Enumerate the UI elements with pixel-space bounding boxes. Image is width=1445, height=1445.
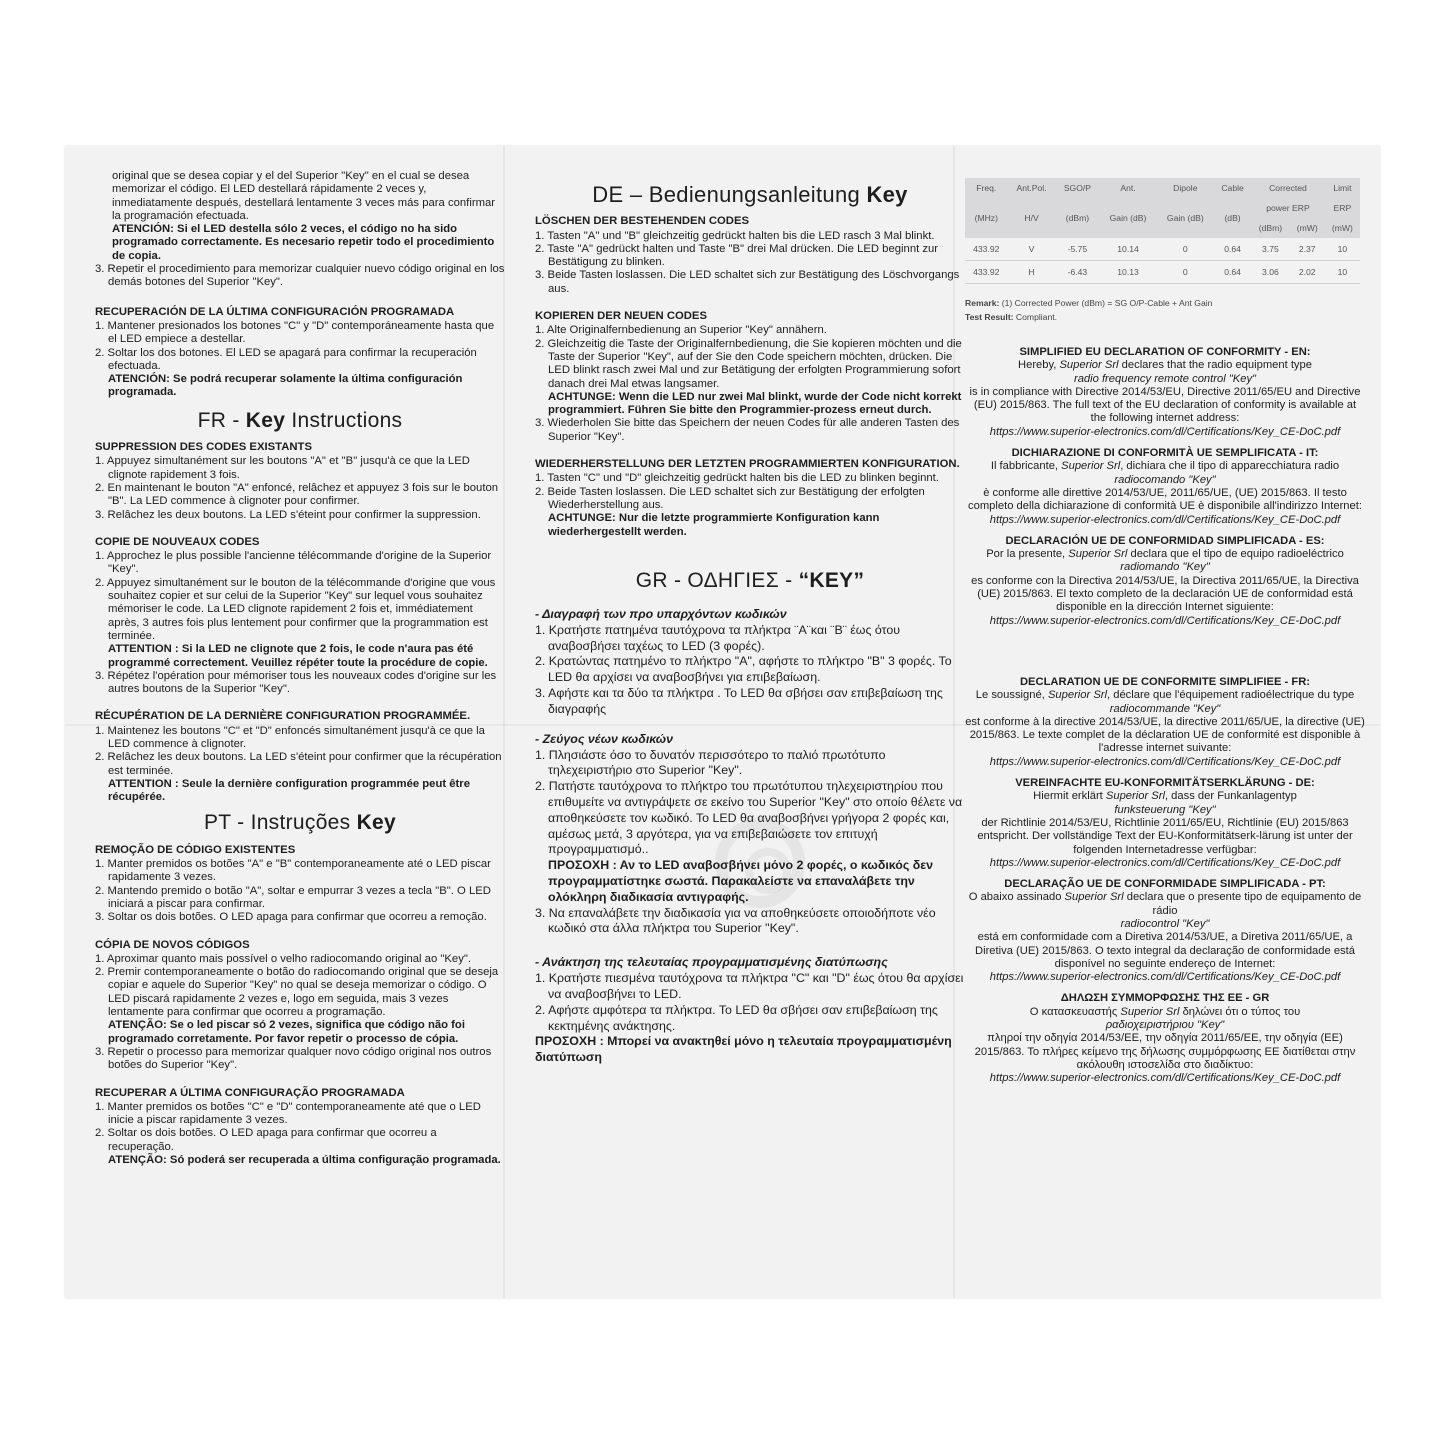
table-header: power ERP (1251, 198, 1325, 218)
gr-recovery-2: 2. Αφήστε αμφότερα τα πλήκτρα. Το LED θα σβήσει σαν επιβεβαίωση της κεκτημένης ανάκτησης. (535, 1002, 938, 1033)
pt-copy-3: 3. Repetir o processo para memorizar qualquer novo código original nos outros botões do Superior "Key". (95, 1045, 492, 1072)
gr-recovery-warning: ΠΡΟΣΟΧΗ : Μπορεί να ανακτηθεί μόνο η τελευταία προγραμματισμένη διατύπωση (535, 1034, 952, 1065)
fr-recovery-2: 2. Relâchez les deux boutons. La LED s'éteint pour confirmer que la récupération est terminée. (95, 751, 502, 777)
gr-recovery-title: - Ανάκτηση της τελευταίας προγραμματισμένης διατύπωσης (535, 955, 888, 970)
declaration-link[interactable]: https://www.superior-electronics.com/dl/Certifications/Key_CE-DoC.pdf (989, 971, 1341, 984)
pt-title: PT - Instruções Key (203, 811, 397, 835)
fr-copy-warning: ATTENTION : Si la LED ne clignote que 2 fois, le code n'aura pas été programmé correctement. Veuillez répéter toute la procédure de copie. (108, 643, 488, 669)
pt-copy-2: 2. Premir contemporaneamente o botão do radiocomando original que se deseja copiar e aquele do Superior "Key" no qual se deseja memorizar o código. O LED piscará rapidamente 2 vezes e, logo em seguida, mais 3 vezes lentamente para confirmar que ocorreu a programação. (95, 966, 499, 1019)
gr-copy-3: 3. Να επαναλάβετε την διαδικασία για να αποθηκεύσετε οποιοδήποτε νέο κωδικό στα άλλα πλήκτρα του Superior "Key". (535, 905, 936, 936)
pt-delete-2: 2. Mantendo premido o botão "A", soltar e empurrar 3 vezes a tecla "B". O LED iniciará a piscar para confirmar. (95, 884, 491, 910)
de-delete-3: 3. Beide Tasten loslassen. Die LED schaltet sich zur Bestätigung des Löschvorgangs aus. (535, 269, 960, 295)
declaration-link[interactable]: https://www.superior-electronics.com/dl/Certifications/Key_CE-DoC.pdf (989, 755, 1341, 768)
table-header: H/V (1008, 198, 1056, 238)
pt-copy-warning: ATENÇÃO: Se o led piscar só 2 vezes, significa que código não foi programado corretamente. Por favor repetir o processo de cópia. (108, 1019, 465, 1045)
gr-copy-warning: ΠΡΟΣΟΧΗ : Αν το LED αναβοσβήνει μόνο 2 φορές, ο κωδικός δεν προγραμματίστηκε σωστά. Παρακαλείστε να επαναλάβετε την ολόκληρη διαδικασία αντιγραφής. (548, 858, 934, 904)
fr-copy-title: COPIE DE NOUVEAUX CODES (95, 535, 260, 548)
declaration-it: DICHIARAZIONE DI CONFORMITÀ UE SEMPLIFICATA - IT: Il fabbricante, Superior Srl, dichiara che il tipo di apparecchiatura radio radiocomando "Key" è conforme alle direttive 2014/53/UE, 2011/65/UE, (UE) 2015/863. Il testo completo della dichiarazione di conformità UE è disponibile all'indirizzo Internet: https://www.superior-electronics.com/dl/Certifications/Key_CE-DoC.pdf (965, 447, 1365, 527)
table-row: 433.92 V -5.75 10.14 0 0.64 3.75 2.37 10 (965, 238, 1360, 261)
table-header: Corrected (1251, 178, 1325, 198)
de-delete-2: 2. Taste "A" gedrückt halten und Taste "B" drei Mal drücken. Die LED beginnt zur Bestätigung zu blinken. (535, 242, 939, 269)
declaration-gr: ΔΗΛΩΣΗ ΣΥΜΜΟΡΦΩΣΗΣ ΤΗΣ ΕΕ - GR Ο κατασκευαστής Superior Srl δηλώνει ότι ο τύπος του ραδιοχειριστήριου "Key" πληροί την οδηγία 2014/53/ΕΕ, την οδηγία 2011/65/ΕΕ, την οδηγία (ΕΕ) 2015/863. Το πλήρες κείμενο της δήλωσης συμμόρφωσης ΕΕ διατίθεται στην ακόλουθη ιστοσελίδα στο διαδίκτυο: https://www.superior-electronics.com/dl/Certifications/Key_CE-DoC.pdf (965, 992, 1365, 1085)
table-header: Cable (1214, 178, 1251, 198)
fr-copy-3: 3. Répétez l'opération pour mémoriser tous les nouveaux codes d'origine sur les autres boutons de la Superior "Key". (95, 669, 497, 696)
gr-copy-2: 2. Πατήστε ταυτόχρονα το πλήκτρο του πρωτότυπου τηλεχειριστηρίου που επιθυμείτε να αντιγράψετε σε εκείνο του Superior "Key" στο οποίο θέλετε να αποθηκεύσετε τον κωδικό. Το LED θα αναβοσβήνει γρήγορα 2 φορές και, αμέσως μετά, 3 αργότερα, για να επιβεβαιώσετε τον επιτυχή προγραμματισμό.. (535, 779, 963, 857)
table-header: (dB) (1214, 198, 1251, 238)
es-intro: original que se desea copiar y el del Superior "Key" en el cual se desea memorizar el código. El LED destellará rápidamente 2 veces y, inmediatamente después, destellará lentamente 3 veces más para confirmar la programación efectuada. (112, 170, 496, 222)
es-warning: ATENCIÓN: Si el LED destella sólo 2 veces, el código no ha sido programado correctamente. Es necesario repetir todo el procedimiento de copia. (112, 223, 495, 262)
declaration-de: VEREINFACHTE EU-KONFORMITÄTSERKLÄRUNG - DE: Hiermit erklärt Superior Srl, dass der Funkanlagentyp funksteuerung "Key" der Richtlinie 2014/53/EU, Richtlinie 2011/65/EU, Richtlinie (EU) 2015/863 entspricht. Der vollständige Text der EU-Konformitätserk-lärung ist unter der folgenden Internetadresse verfügbar: https://www.superior-electronics.com/dl/Certifications/Key_CE-DoC.pdf (965, 777, 1365, 870)
fr-recovery-title: RÉCUPÉRATION DE LA DERNIÈRE CONFIGURATION PROGRAMMÉE. (95, 710, 471, 723)
declaration-link[interactable]: https://www.superior-electronics.com/dl/Certifications/Key_CE-DoC.pdf (989, 513, 1341, 526)
declaration-link[interactable]: https://www.superior-electronics.com/dl/Certifications/Key_CE-DoC.pdf (989, 856, 1341, 869)
table-header: (mW) (1325, 218, 1360, 238)
gr-delete-2: 2. Κρατώντας πατημένο το πλήκτρο "A", αφήστε το πλήκτρο "B" 3 φορές. Το LED θα αρχίσει να αναβοσβήνει για επιβεβαίωση. (535, 654, 952, 685)
declaration-es: DECLARACIÓN UE DE CONFORMIDAD SIMPLIFICADA - ES: Por la presente, Superior Srl declara que el tipo de equipo radioeléctrico radiomando "Key" es conforme con la Directiva 2014/53/UE, la Directiva 2011/65/UE, la Directiva (UE) 2015/863. El texto completo de la declaración UE de conformidad está disponible en la dirección Internet siguiente: https://www.superior-electronics.com/dl/Certifications/Key_CE-DoC.pdf (965, 535, 1365, 628)
fr-copy-2: 2. Appuyez simultanément sur le bouton de la télécommande d'origine que vous souhaitez copier et sur celui de la Superior "Key" sur lequel vous souhaitez mémoriser le code. La LED clignote rapidement 2 fois et, immédiatement après, 3 autres fois plus lentement pour confirmer que la programmation est terminée. (95, 576, 496, 642)
pt-copy-title: CÓPIA DE NOVOS CÓDIGOS (95, 938, 250, 951)
pt-recovery-warning: ATENÇÃO: Só poderá ser recuperada a última configuração programada. (108, 1154, 501, 1166)
pt-delete-1: 1. Manter premidos os botões "A" e "B" contemporaneamente até o LED piscar rapidamente 3 vezes. (95, 858, 491, 884)
fr-delete-title: SUPPRESSION DES CODES EXISTANTS (95, 441, 312, 454)
table-header: SGO/P (1055, 178, 1099, 198)
table-header: Dipole (1157, 178, 1214, 198)
column-middle (535, 146, 965, 1298)
gr-recovery-1: 1. Κρατήστε πιεσμένα ταυτόχρονα τα πλήκτρα "C" και "D" έως ότου θα αρχίσει να αναβοσβήνει το LED. (535, 971, 964, 1001)
de-copy-title: KOPIEREN DER NEUEN CODES (535, 310, 707, 323)
de-copy-1: 1. Alte Originalfernbedienung an Superior "Key" annähern. (535, 324, 827, 337)
rf-test-table (965, 178, 1360, 284)
gr-delete-1: 1. Κρατήστε πατημένα ταυτόχρονα τα πλήκτρα ¨A¨και ¨B¨ έως ότου αναβοσβήσει ταχέως το LED (3 φορές). (535, 622, 900, 653)
table-row: 433.92 H -6.43 10.13 0 0.64 3.06 2.02 10 (965, 261, 1360, 284)
pt-recovery-title: RECUPERAR A ÚLTIMA CONFIGURAÇÃO PROGRAMADA (95, 1086, 405, 1099)
column-right (965, 146, 1365, 1298)
es-recovery-title: RECUPERACIÓN DE LA ÚLTIMA CONFIGURACIÓN PROGRAMADA (95, 305, 455, 318)
fr-delete-3: 3. Relâchez les deux boutons. La LED s'éteint pour confirmer la suppression. (95, 508, 481, 521)
fr-title: FR - Key Instructions (197, 408, 403, 432)
declaration-link[interactable]: https://www.superior-electronics.com/dl/Certifications/Key_CE-DoC.pdf (989, 1072, 1341, 1085)
pt-recovery-2: 2. Soltar os dois botões. O LED apaga para confirmar que ocorreu a recuperação. (95, 1127, 437, 1153)
table-header: Ant. (1099, 178, 1156, 198)
table-remark: Remark: (1) Corrected Power (dBm) = SG O/P-Cable + Ant Gain Test Result: Compliant. (965, 298, 1213, 322)
de-recovery-1: 1. Tasten "C" und "D" gleichzeitig gedrückt halten bis die LED zu blinken beginnt. (535, 472, 939, 485)
es-recovery-1: 1. Mantener presionados los botones "C" y "D" contemporáneamente hasta que el LED empiece a destellar. (95, 319, 495, 346)
fr-copy-1: 1. Approchez le plus possible l'ancienne télécommande d'origine de la Superior "Key". (95, 550, 492, 576)
gr-copy-title: - Ζεύγος νέων κωδικών (535, 731, 674, 746)
de-title: DE – Bedienungsanleitung Key (592, 182, 908, 207)
gr-title: GR - ΟΔΗΓΙΕΣ - “KEY” (635, 568, 865, 592)
es-step3: 3. Repetir el procedimiento para memorizar cualquier nuevo código original en los demás botones del Superior "Key". (95, 263, 505, 289)
de-delete-1: 1. Tasten "A" und "B" gleichzeitig gedrückt halten bis die LED rasch 3 Mal blinkt. (535, 229, 935, 242)
fr-recovery-warning: ATTENTION : Seule la dernière configuration programmée peut être récupérée. (108, 777, 470, 804)
table-header: (dBm) (1251, 218, 1290, 238)
table-header: Gain (dB) (1099, 198, 1156, 238)
pt-delete-3: 3. Soltar os dois botões. O LED apaga para confirmar que ocorreu a remoção. (95, 911, 487, 924)
declaration-fr: DECLARATION UE DE CONFORMITE SIMPLIFIEE - FR: Le soussigné, Superior Srl, déclare que l'équipement radioélectrique du type radiocommande "Key" est conforme à la directive 2014/53/UE, la directive 2011/65/UE, la directive (UE) 2015/863. Le texte complet de la déclaration UE de conformité est disponible à l'adresse internet suivante: https://www.superior-electronics.com/dl/Certifications/Key_CE-DoC.pdf (965, 675, 1365, 768)
es-recovery-2: 2. Soltar los dos botones. El LED se apagará para confirmar la recuperación efectuada. (95, 346, 477, 372)
table-header: (dBm) (1055, 198, 1099, 238)
gr-delete-3: 3. Αφήστε και τα δύο τα πλήκτρα . Το LED θα σβήσει σαν επιβεβαίωση της διαγραφής (535, 686, 943, 716)
de-delete-title: LÖSCHEN DER BESTEHENDEN CODES (535, 215, 750, 228)
pt-recovery-1: 1. Manter premidos os botões "C" e "D" contemporaneamente até que o LED inicie a piscar rapidamente 3 vezes. (95, 1100, 481, 1127)
table-header: Gain (dB) (1157, 198, 1214, 238)
gr-delete-title: - Διαγραφή των προ υπαρχόντων κωδικών (535, 606, 787, 621)
column-left (95, 146, 505, 1298)
de-copy-warning: ACHTUNGE: Wenn die LED nur zwei Mal blinkt, wurde der Code nicht korrekt programmiert. Führen Sie bitte den Programmier-prozess erneut durch. (548, 390, 962, 417)
table-header: Limit (1325, 178, 1360, 198)
de-recovery-warning: ACHTUNGE: Nur die letzte programmierte Konfiguration kann wiederhergestellt werden. (548, 512, 880, 538)
es-recovery-warning: ATENCIÓN: Se podrá recuperar solamente la última configuración programada. (108, 373, 463, 399)
de-copy-3: 3. Wiederholen Sie bitte das Speichern der neuen Codes für alle anderen Tasten des Superior "Key". (535, 417, 960, 443)
declaration-link[interactable]: https://www.superior-electronics.com/dl/Certifications/Key_CE-DoC.pdf (989, 614, 1341, 627)
de-recovery-2: 2. Beide Tasten loslassen. Die LED schaltet sich zur Bestätigung der erfolgten Wiederherstellung aus. (535, 485, 925, 511)
gr-copy-1: 1. Πλησιάστε όσο το δυνατόν περισσότερο το παλιό πρωτότυπο τηλεχειριστήριο στο Superior "Key". (535, 747, 886, 778)
table-header: (mW) (1290, 218, 1325, 238)
pt-copy-1: 1. Aproximar quanto mais possível o velho radiocomando original ao "Key". (95, 952, 472, 965)
de-copy-2: 2. Gleichzeitig die Taste der Originalfernbedienung, die Sie kopieren möchten und die Taste der Superior "Key", auf der Sie den Code speichern möchten, drücken. Die LED blinkt rasch zwei Mal und zur Betätigung der erfolgten Programmierung sofort danach drei Mal etwas langsamer. (535, 337, 962, 390)
de-recovery-title: WIEDERHERSTELLUNG DER LETZTEN PROGRAMMIERTEN KONFIGURATION. (535, 458, 960, 471)
declaration-link[interactable]: https://www.superior-electronics.com/dl/Certifications/Key_CE-DoC.pdf (989, 425, 1341, 438)
table-header: Ant.Pol. (1008, 178, 1056, 198)
fr-delete-2: 2. En maintenant le bouton "A" enfoncé, relâchez et appuyez 3 fois sur le bouton "B". La LED commence à clignoter pour confirmer. (95, 481, 499, 508)
table-header: (MHz) (965, 198, 1008, 238)
pt-delete-title: REMOÇÃO DE CÓDIGO EXISTENTES (95, 843, 296, 856)
declaration-en: SIMPLIFIED EU DECLARATION OF CONFORMITY - EN: Hereby, Superior Srl declares that the radio equipment type radio frequency remote control "Key" is in compliance with Directive 2014/53/EU, Directive 2011/65/EU and Directive (EU) 2015/863. The full text of the EU declaration of conformity is available at the following internet address: https://www.superior-electronics.com/dl/Certifications/Key_CE-DoC.pdf (965, 346, 1365, 439)
instruction-sheet (65, 146, 1380, 1298)
table-header: Freq. (965, 178, 1008, 198)
fr-recovery-1: 1. Maintenez les boutons "C" et "D" enfoncés simultanément jusqu'à ce que la LED commence à clignoter. (95, 724, 485, 750)
fr-delete-1: 1. Appuyez simultanément sur les boutons "A" et "B" jusqu'à ce que la LED clignote rapidement 3 fois. (95, 455, 470, 481)
table-header: ERP (1325, 198, 1360, 218)
declaration-pt: DECLARAÇÃO UE DE CONFORMIDADE SIMPLIFICADA - PT: O abaixo assinado Superior Srl declara que o presente tipo de equipamento de rádio radiocontrol "Key" está em conformidade com a Diretiva 2014/53/UE, a Diretiva 2011/65/UE, a Diretiva (UE) 2015/863. O texto integral da declaração de conformidade está disponível no seguinte endereço de Internet: https://www.superior-electronics.com/dl/Certifications/Key_CE-DoC.pdf (965, 878, 1365, 984)
